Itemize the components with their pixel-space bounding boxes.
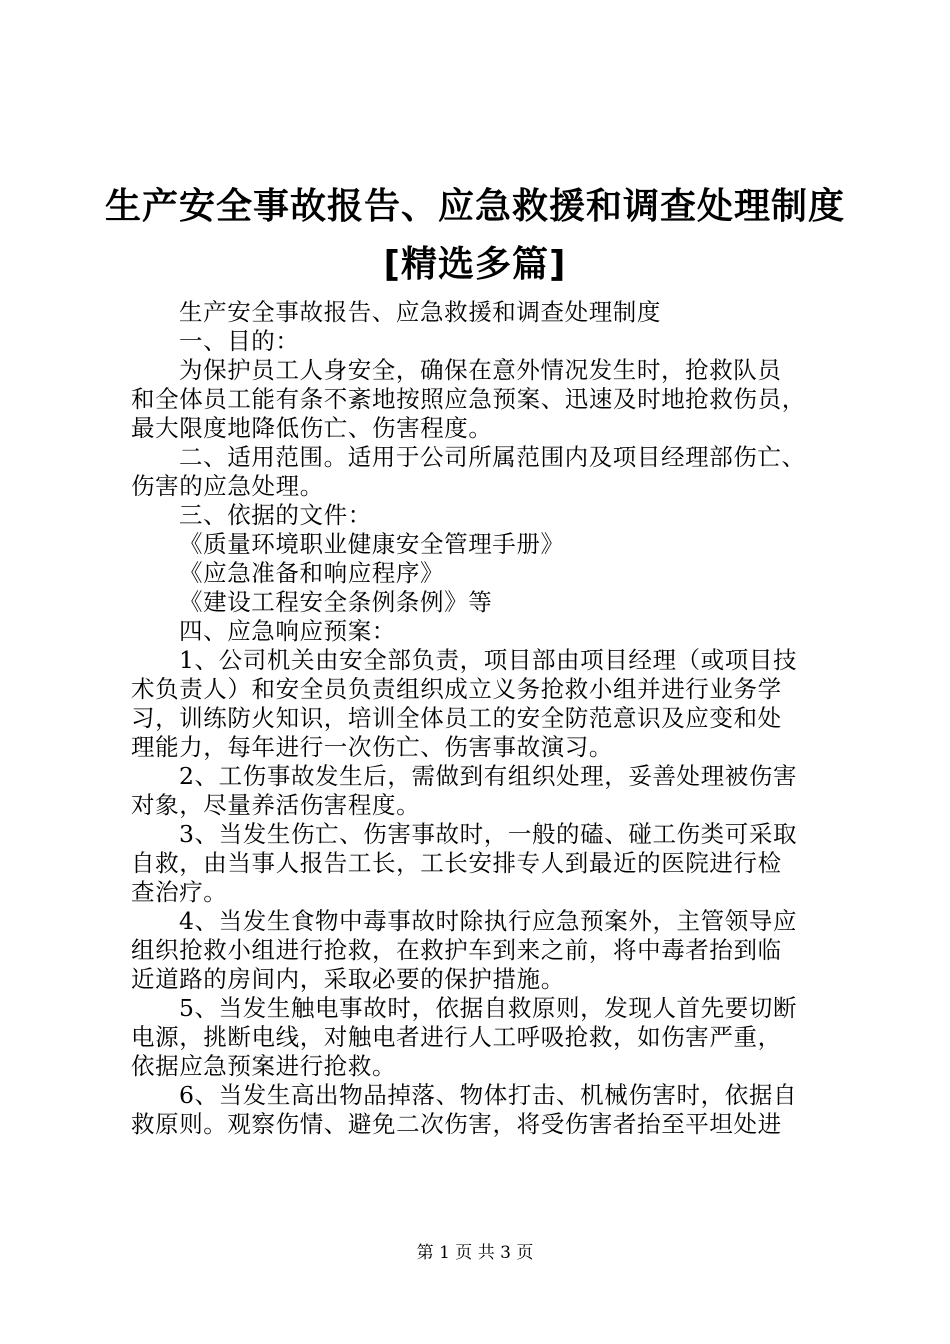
- text-line: 一、目的：: [179, 327, 300, 355]
- document-title-line-1: 生产安全事故报告、应急救援和调查处理制度: [104, 186, 845, 227]
- document-body: [131, 298, 833, 1139]
- text-line: 为保护员工人身安全，确保在意外情况发生时，抢救队员: [179, 356, 782, 384]
- text-line: 依据应急预案进行抢救。: [131, 1052, 397, 1080]
- text-line: 三、依据的文件：: [179, 501, 372, 529]
- text-line: 《质量环境职业健康安全管理手册》: [179, 530, 565, 558]
- page-number-footer: 第 1 页 共 3 页: [416, 1243, 534, 1263]
- text-line: 《应急准备和响应程序》: [179, 559, 445, 587]
- text-line: 对象，尽量养活伤害程度。: [131, 791, 421, 819]
- text-line: 4、当发生食物中毒事故时除执行应急预案外，主管领导应: [179, 907, 798, 935]
- text-line: 6、当发生高出物品掉落、物体打击、机械伤害时，依据自: [179, 1081, 798, 1109]
- text-line: 近道路的房间内，采取必要的保护措施。: [131, 965, 565, 993]
- text-line: 自救，由当事人报告工长，工长安排专人到最近的医院进行检: [131, 849, 782, 877]
- text-line: 最大限度地降低伤亡、伤害程度。: [131, 414, 493, 442]
- text-line: 电源，挑断电线，对触电者进行人工呼吸抢救，如伤害严重，: [131, 1023, 782, 1051]
- text-line: 5、当发生触电事故时，依据自救原则，发现人首先要切断: [179, 994, 798, 1022]
- text-line: 和全体员工能有条不紊地按照应急预案、迅速及时地抢救伤员，: [131, 385, 806, 413]
- text-line: 2、工伤事故发生后，需做到有组织处理，妥善处理被伤害: [179, 762, 798, 790]
- text-line: 理能力，每年进行一次伤亡、伤害事故演习。: [131, 733, 613, 761]
- text-line: 查治疗。: [131, 878, 228, 906]
- text-line: 伤害的应急处理。: [131, 472, 324, 500]
- text-line: 四、应急响应预案：: [179, 617, 396, 645]
- text-line: 1、公司机关由安全部负责，项目部由项目经理（或项目技: [179, 646, 798, 674]
- text-line: 《建设工程安全条例条例》等: [179, 588, 493, 616]
- text-line: 救原则。观察伤情、避免二次伤害，将受伤害者抬至平坦处进: [131, 1110, 782, 1138]
- text-line: 术负责人）和安全员负责组织成立义务抢救小组并进行业务学: [131, 675, 782, 703]
- text-line: 组织抢救小组进行抢救，在救护车到来之前，将中毒者抬到临: [131, 936, 782, 964]
- text-line: 习，训练防火知识，培训全体员工的安全防范意识及应变和处: [131, 704, 782, 732]
- document-title-line-2: [精选多篇]: [383, 244, 567, 285]
- text-line: 生产安全事故报告、应急救援和调查处理制度: [179, 298, 661, 326]
- text-line: 3、当发生伤亡、伤害事故时，一般的磕、碰工伤类可采取: [179, 820, 798, 848]
- text-line: 二、适用范围。适用于公司所属范围内及项目经理部伤亡、: [179, 443, 806, 471]
